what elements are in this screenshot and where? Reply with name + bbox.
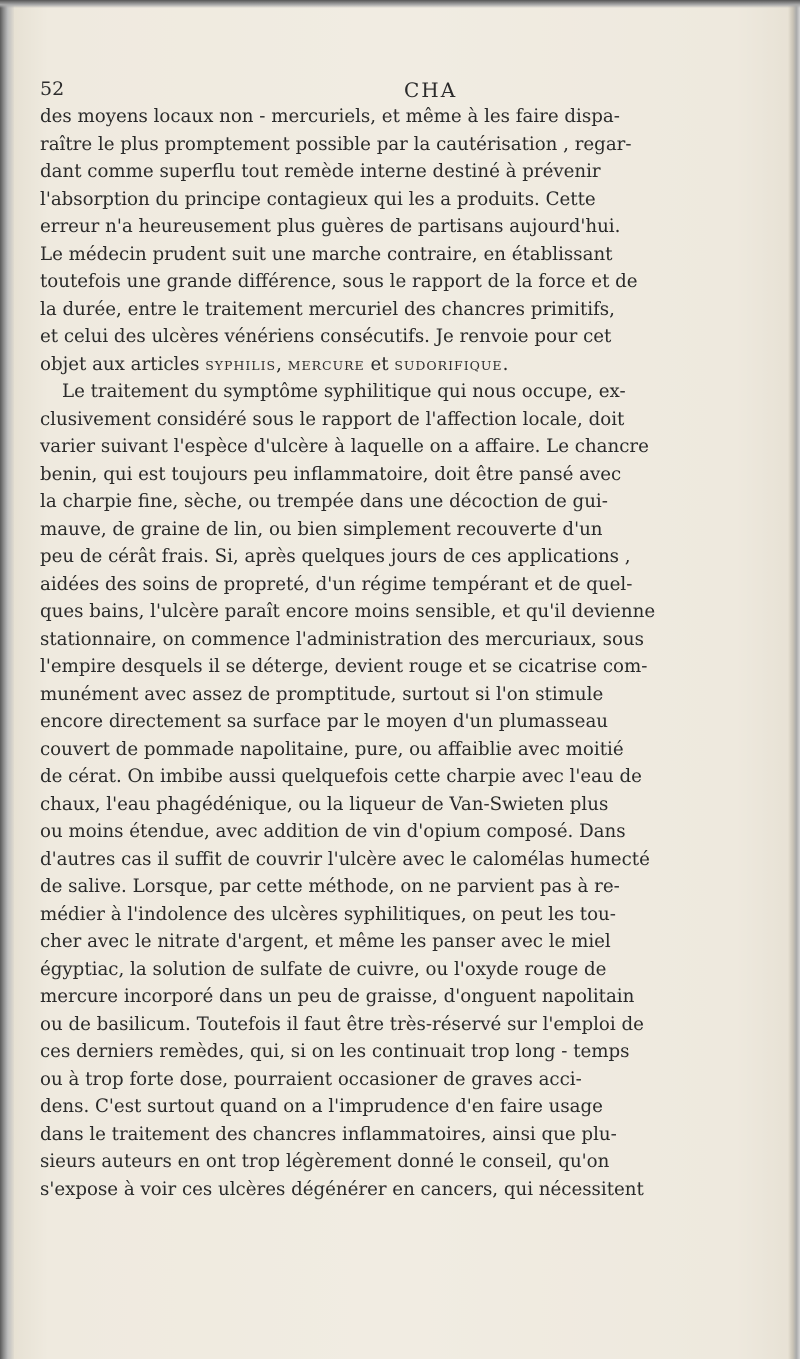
text-line: ou à trop forte dose, pourraient occasioner de graves acci- [40, 1068, 582, 1090]
text-line: clusivement considéré sous le rapport de l'affection locale, doit [40, 408, 625, 430]
page-edge [788, 0, 800, 1359]
reference-conjunction: et [364, 353, 395, 375]
text-line: l'empire desquels il se déterge, devient rouge et se cicatrise com- [40, 656, 648, 677]
reference-sudorifique: SUDORIFIQUE [394, 357, 503, 373]
paragraph-first-line: Le traitement du symptôme syphilitique qui nous occupe, ex- [62, 381, 626, 402]
text-line: s'expose à voir ces ulcères dégénérer en cancers, qui nécessitent [40, 1178, 644, 1200]
text-line: peu de cérât frais. Si, après quelques jours de ces applications , [40, 546, 631, 567]
text-line: stationnaire, on commence l'administration des mercuriaux, sous [40, 628, 644, 650]
text-line: aidées des soins de propreté, d'un régime tempérant et de quel- [40, 573, 633, 595]
text-line: encore directement sa surface par le moyen d'un plumasseau [40, 711, 608, 732]
text-line: médier à l'indolence des ulcères syphilitiques, on peut les tou- [40, 903, 616, 925]
text-line: sieurs auteurs en ont trop légèrement donné le conseil, qu'on [40, 1151, 610, 1172]
text-line: de cérat. On imbibe aussi quelquefois cette charpie avec l'eau de [40, 766, 642, 787]
reference-separator: , [276, 353, 288, 375]
text-line: mercure incorporé dans un peu de graisse, d'onguent napolitain [40, 986, 635, 1007]
text-line: la durée, entre le traitement mercuriel des chancres primitifs, [40, 298, 615, 320]
text-line: mauve, de graine de lin, ou bien simplement recouverte d'un [40, 518, 603, 540]
text-line: ou moins étendue, avec addition de vin d'opium composé. Dans [40, 821, 626, 842]
scan-top-edge [0, 0, 800, 8]
body-text [40, 103, 788, 1203]
text-line: et celui des ulcères vénériens consécutifs. Je renvoie pour cet [40, 326, 612, 347]
page-number: 52 [40, 78, 65, 100]
text-line: d'autres cas il suffit de couvrir l'ulcère avec le calomélas humecté [40, 848, 650, 870]
text-line: l'absorption du principe contagieux qui les a produits. Cette [40, 188, 596, 210]
text-line: ques bains, l'ulcère paraît encore moins sensible, et qu'il devienne [40, 601, 656, 622]
text-line: chaux, l'eau phagédénique, ou la liqueur de Van-Swieten plus [40, 793, 609, 815]
text-line: de salive. Lorsque, par cette méthode, on ne parvient pas à re- [40, 876, 620, 897]
reference-mercure: MERCURE [287, 357, 365, 373]
page-binding-shadow [0, 0, 14, 1359]
reference-period: . [502, 353, 509, 375]
text-line: dans le traitement des chancres inflammatoires, ainsi que plu- [40, 1123, 617, 1145]
text-line: ces derniers remèdes, qui, si on les continuait trop long - temps [40, 1041, 630, 1062]
text-line: raître le plus promptement possible par la cautérisation , regar- [40, 133, 632, 155]
text-line: couvert de pommade napolitaine, pure, ou affaiblie avec moitié [40, 738, 624, 760]
text-line: égyptiac, la solution de sulfate de cuivre, ou l'oxyde rouge de [40, 958, 607, 980]
text-line: Le médecin prudent suit une marche contraire, en établissant [40, 243, 613, 265]
text-line: benin, qui est toujours peu inflammatoire, doit être pansé avec [40, 463, 622, 485]
text-line: cher avec le nitrate d'argent, et même les panser avec le miel [40, 931, 611, 952]
reference-intro: objet aux articles [40, 353, 206, 375]
text-line-with-references [40, 351, 788, 379]
text-line: varier suivant l'espèce d'ulcère à laquelle on a affaire. Le chancre [40, 436, 649, 457]
text-line: la charpie fine, sèche, ou trempée dans une décoction de gui- [40, 491, 608, 512]
text-line: dant comme superflu tout remède interne destiné à prévenir [40, 161, 601, 182]
text-line: erreur n'a heureusement plus guères de partisans aujourd'hui. [40, 216, 621, 237]
text-line: dens. C'est surtout quand on a l'imprudence d'en faire usage [40, 1096, 603, 1117]
text-line: toutefois une grande différence, sous le rapport de la force et de [40, 271, 638, 292]
running-title: CHA [404, 78, 458, 102]
text-line: des moyens locaux non - mercuriels, et même à les faire dispa- [40, 106, 620, 127]
text-line: ou de basilicum. Toutefois il faut être très-réservé sur l'emploi de [40, 1013, 644, 1035]
text-line: munément avec assez de promptitude, surtout si l'on stimule [40, 683, 604, 705]
reference-syphilis: SYPHILIS [205, 357, 277, 373]
